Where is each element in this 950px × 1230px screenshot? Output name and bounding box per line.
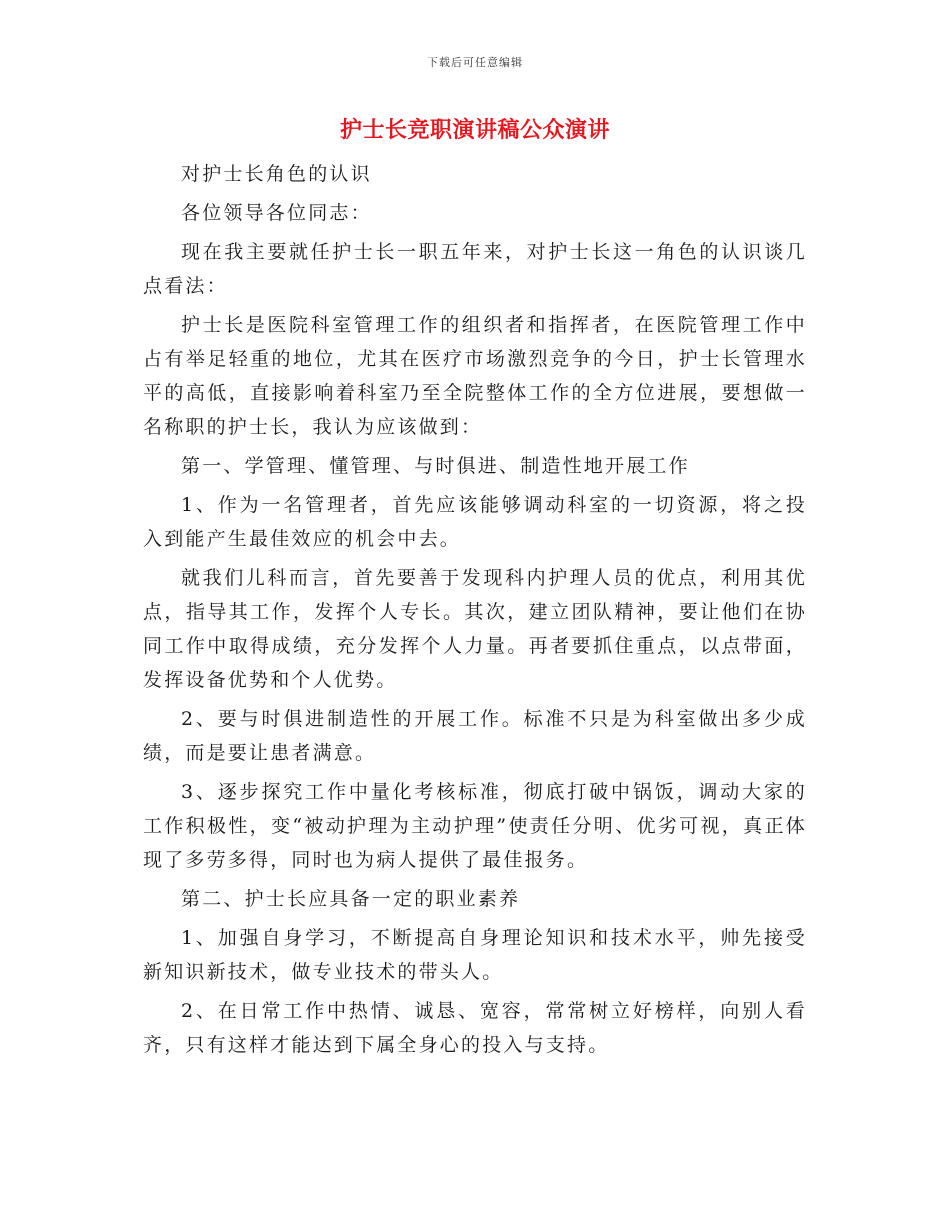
document-title: 护士长竞职演讲稿公众演讲 xyxy=(339,117,610,143)
paragraph: 1、加强自身学习，不断提高自身理论知识和技术水平，帅先接受新知识新技术，做专业技术的带头人。 xyxy=(143,927,807,983)
page-header-note: 下载后可任意编辑 xyxy=(427,56,523,69)
paragraph: 现在我主要就任护士长一职五年来，对护士长这一角色的认识谈几点看法： xyxy=(143,241,807,297)
paragraph: 1、作为一名管理者，首先应该能够调动科室的一切资源，将之投入到能产生最佳效应的机会中去。 xyxy=(143,494,807,550)
section-heading: 第一、学管理、懂管理、与时俱进、制造性地开展工作 xyxy=(181,455,690,477)
paragraph: 3、逐步探究工作中量化考核标准，彻底打破中锅饭，调动大家的工作积极性，变“被动护理为主动护理”使责任分明、优劣可视，真正体现了多劳多得，同时也为病人提供了最佳报务。 xyxy=(143,781,807,871)
paragraph: 护士长是医院科室管理工作的组织者和指挥者，在医院管理工作中占有举足轻重的地位，尤其在医疗市场激烈竞争的今日，护士长管理水平的高低，直接影响着科室乃至全院整体工作的全方位进展，要想做一名称职的护士长，我认为应该做到： xyxy=(143,314,807,438)
paragraph: 就我们儿科而言，首先要善于发现科内护理人员的优点，利用其优点，指导其工作，发挥个人专长。其次，建立团队精神，要让他们在协同工作中取得成绩，充分发挥个人力量。再者要抓住重点，以点带面，发挥设备优势和个人优势。 xyxy=(143,567,807,691)
paragraph: 2、要与时俱进制造性的开展工作。标准不只是为科室做出多少成绩，而是要让患者满意。 xyxy=(143,708,807,764)
paragraph: 各位领导各位同志： xyxy=(181,202,372,224)
section-heading: 第二、护士长应具备一定的职业素养 xyxy=(181,888,521,910)
paragraph: 对护士长角色的认识 xyxy=(181,163,372,185)
document-body xyxy=(143,157,807,1067)
paragraph: 2、在日常工作中热情、诚恳、宽容，常常树立好榜样，向别人看齐，只有这样才能达到下属全身心的投入与支持。 xyxy=(143,1000,807,1056)
